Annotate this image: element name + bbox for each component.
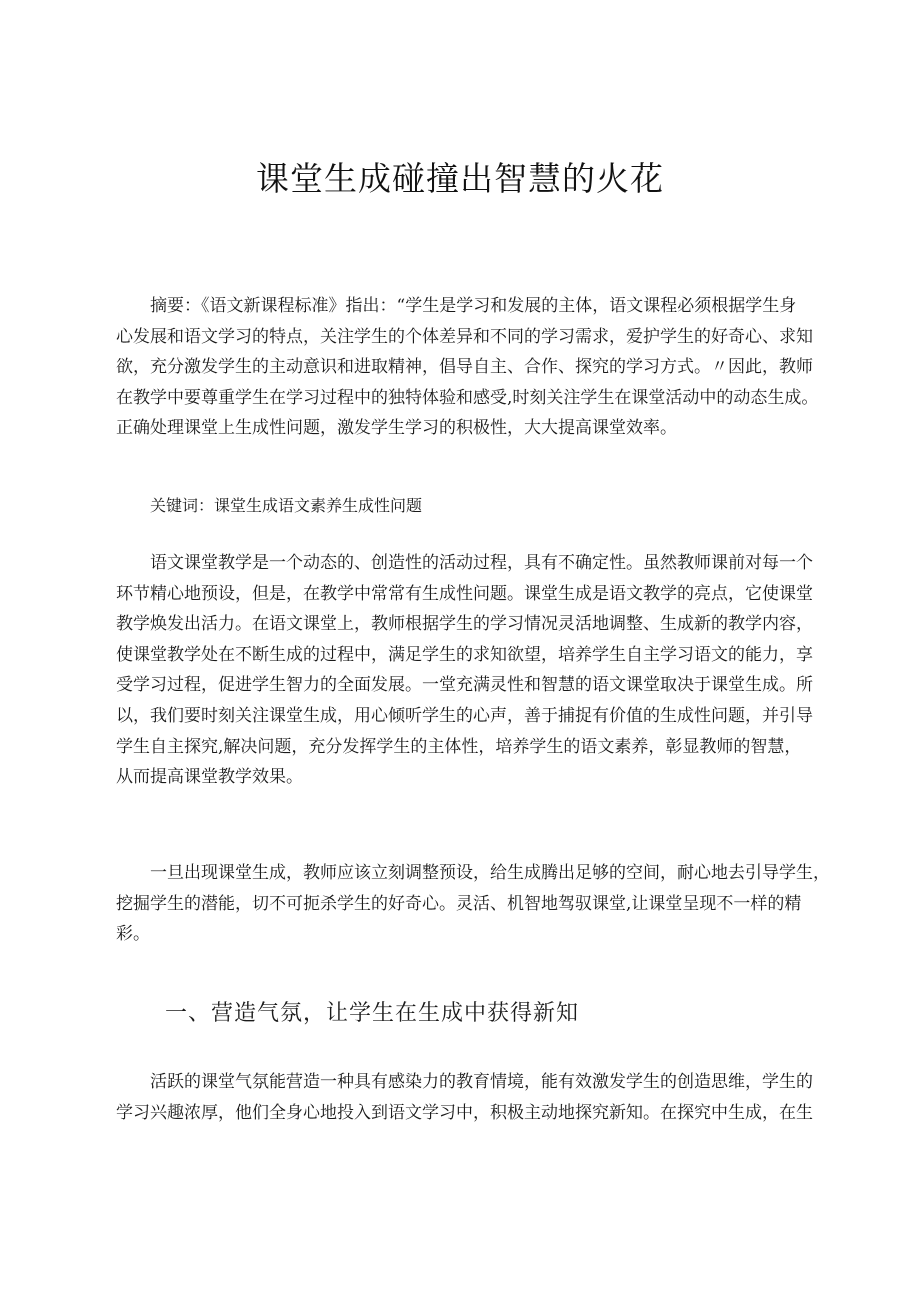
body-paragraph-2 [116, 858, 830, 950]
document-title: 课堂生成碰撞出智慧的火花 [256, 159, 664, 198]
paragraph-line: 学生自主探究,解决问题，充分发挥学生的主体性，培养学生的语文素养，彰显教师的智慧， [116, 736, 802, 757]
paragraph-line: 受学习过程，促进学生智力的全面发展。一堂充满灵性和智慧的语文课堂取决于课堂生成。所 [116, 675, 813, 696]
abstract-line: 欲，充分激发学生的主动意识和进取精神，倡导自主、合作、探究的学习方式。〃因此，教师 [116, 357, 813, 378]
paragraph-line: 以，我们要时刻关注课堂生成，用心倾听学生的心声，善于捕捉有价值的生成性问题，并引导 [116, 705, 813, 726]
paragraph-line: 彩。 [116, 924, 150, 945]
abstract-line: 摘要：《语文新课程标准》指出：“学生是学习和发展的主体，语文课程必须根据学生身 [150, 296, 797, 316]
abstract-paragraph [116, 291, 819, 444]
paragraph-line: 活跃的课堂气氛能营造一种具有感染力的教育情境，能有效激发学生的创造思维，学生的 [150, 1072, 813, 1092]
paragraph-line: 挖掘学生的潜能，切不可扼杀学生的好奇心。灵活、机智地驾驭课堂,让课堂呈现不一样的精 [116, 893, 802, 914]
paragraph-line: 使课堂教学处在不断生成的过程中，满足学生的求知欲望，培养学生自主学习语文的能力，享 [116, 644, 813, 665]
body-paragraph-1 [116, 548, 816, 793]
abstract-line: 心发展和语文学习的特点，关注学生的个体差异和不同的学习需求，爱护学生的好奇心、求知 [116, 326, 813, 347]
paragraph-line: 环节精心地预设，但是，在教学中常常有生成性问题。课堂生成是语文教学的亮点，它使课堂 [116, 583, 813, 604]
abstract-line: 在教学中要尊重学生在学习过程中的独特体验和感受,时刻关注学生在课堂活动中的动态生成。 [116, 387, 819, 408]
paragraph-line: 从而提高课堂教学效果。 [116, 767, 303, 788]
section-heading-1: 一、营造气氛，让学生在生成中获得新知 [165, 1001, 580, 1026]
body-paragraph-3 [116, 1067, 816, 1128]
paragraph-line: 一旦出现课堂生成，教师应该立刻调整预设，给生成腾出足够的空间，耐心地去引导学生， [150, 863, 830, 883]
paragraph-line: 语文课堂教学是一个动态的、创造性的活动过程，具有不确定性。虽然教师课前对每一个 [150, 553, 813, 573]
paragraph-line: 学习兴趣浓厚，他们全身心地投入到语文学习中，积极主动地探究新知。在探究中生成，在生 [116, 1102, 813, 1123]
abstract-line: 正确处理课堂上生成性问题，激发学生学习的积极性，大大提高课堂效率。 [116, 418, 677, 439]
keywords-line: 关键词：课堂生成语文素养生成性问题 [150, 496, 423, 515]
paragraph-line: 教学焕发出活力。在语文课堂上，教师根据学生的学习情况灵活地调整、生成新的教学内容， [116, 614, 813, 635]
